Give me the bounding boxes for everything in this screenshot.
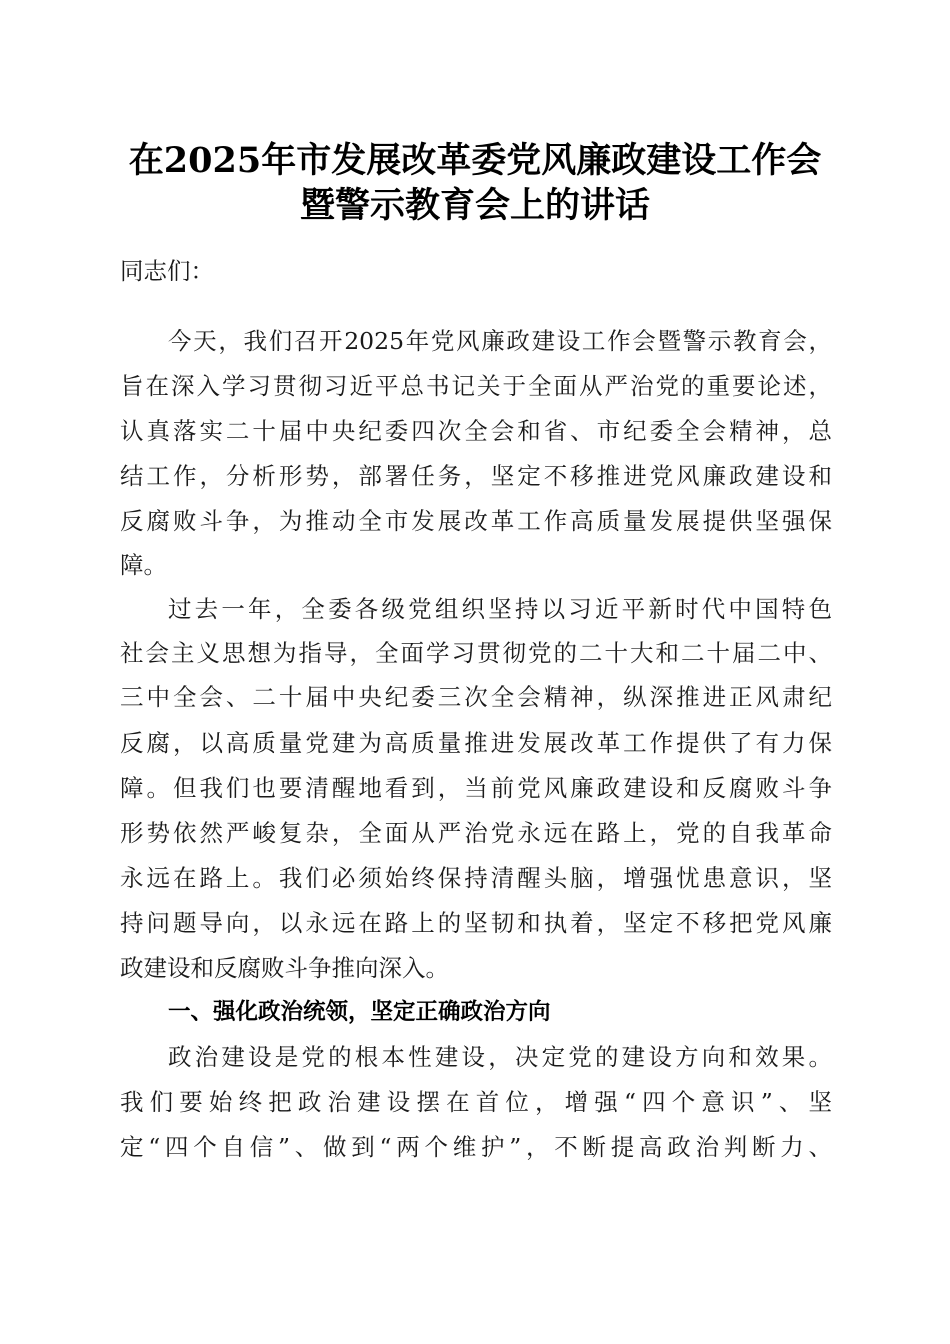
paragraph-2-line-5: 障。但我们也要清醒地看到，当前党风廉政建设和反腐败斗争	[120, 774, 832, 802]
paragraph-2-line-9: 政建设和反腐败斗争推向深入。	[120, 954, 449, 982]
paragraph-1-line-6: 障。	[120, 551, 167, 579]
salutation: 同志们：	[120, 257, 214, 285]
document-title-line-2: 暨警示教育会上的讲话	[299, 185, 650, 226]
paragraph-2-line-4: 反腐，以高质量党建为高质量推进发展改革工作提供了有力保	[120, 729, 832, 757]
section-heading-1: 一、强化政治统领，坚定正确政治方向	[168, 999, 551, 1025]
paragraph-2-line-2: 社会主义思想为指导，全面学习贯彻党的二十大和二十届二中、	[120, 639, 832, 667]
paragraph-3-line-2: 我们要始终把政治建设摆在首位，增强“四个意识”、坚	[120, 1088, 832, 1116]
paragraph-2-line-3: 三中全会、二十届中央纪委三次全会精神，纵深推进正风肃纪	[120, 683, 832, 711]
paragraph-2-line-8: 持问题导向，以永远在路上的坚韧和执着，坚定不移把党风廉	[120, 909, 832, 937]
paragraph-1-line-4: 结工作，分析形势，部署任务，坚定不移推进党风廉政建设和	[120, 462, 832, 490]
paragraph-3-line-1: 政治建设是党的根本性建设，决定党的建设方向和效果。	[168, 1043, 832, 1071]
paragraph-1-line-2: 旨在深入学习贯彻习近平总书记关于全面从严治党的重要论述，	[120, 372, 832, 400]
paragraph-1-line-1: 今天，我们召开2025年党风廉政建设工作会暨警示教育会，	[168, 327, 832, 355]
paragraph-1-line-3: 认真落实二十届中央纪委四次全会和省、市纪委全会精神，总	[120, 417, 832, 445]
document-title-line-1: 在2025年市发展改革委党风廉政建设工作会	[128, 140, 822, 181]
paragraph-1-line-5: 反腐败斗争，为推动全市发展改革工作高质量发展提供坚强保	[120, 507, 832, 535]
paragraph-2-line-6: 形势依然严峻复杂，全面从严治党永远在路上，党的自我革命	[120, 819, 832, 847]
paragraph-3-line-3: 定“四个自信”、做到“两个维护”，不断提高政治判断力、	[120, 1133, 832, 1161]
paragraph-2-line-7: 永远在路上。我们必须始终保持清醒头脑，增强忧患意识，坚	[120, 864, 832, 892]
paragraph-2-line-1: 过去一年，全委各级党组织坚持以习近平新时代中国特色	[168, 595, 832, 623]
